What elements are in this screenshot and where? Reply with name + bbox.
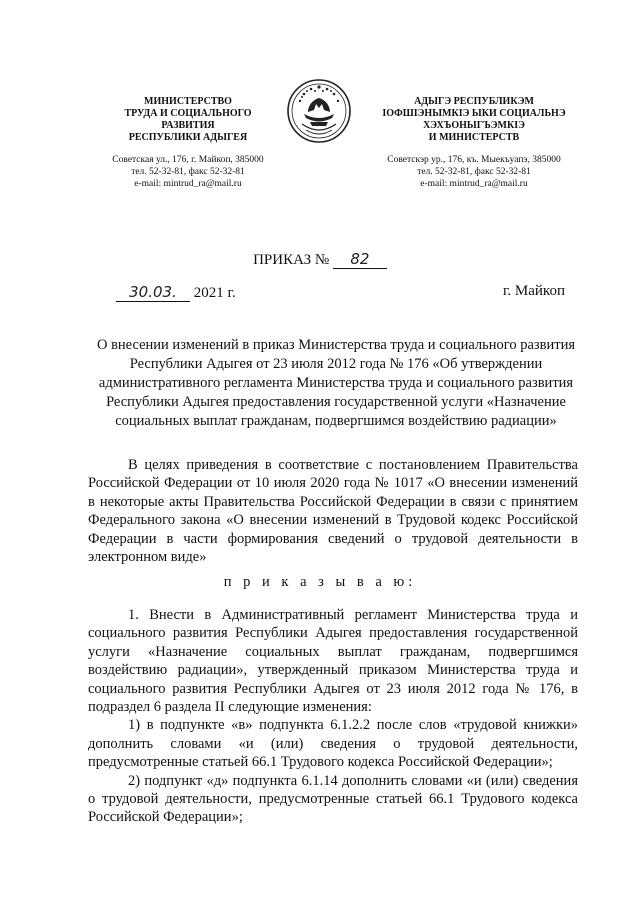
intro-paragraph: В целях приведения в соответствие с постановлением Правительства Российской Федерации от 10 июля 2020 года № 1017 «О внесении изменений в некоторые акты Правительства Российской Федерации в связи с принятием Федерального закона «О внесении изменений в Трудовой кодекс Российской Федерации в части формирования сведений о трудовой деятельности в электронном виде»	[88, 457, 578, 566]
order-subject: О внесении изменений в приказ Министерства труда и социального развития Республики Адыгея от 23 июля 2012 года № 176 «Об утверждении административного регламента Министерства труда и социального развития Республики Адыгея предоставления государственной услуги «Назначение социальных выплат гражданам, подвергшимся воздействию радиации»	[96, 337, 576, 429]
address-ru: Советская ул., 176, г. Майкоп, 385000	[112, 155, 264, 165]
email-ru: e-mail: mintrud_ra@mail.ru	[134, 179, 242, 189]
order-year: 2021 г.	[193, 285, 236, 301]
order-word: п р и к а з ы в а ю:	[223, 574, 417, 590]
order-title	[0, 250, 640, 269]
contacts-ru	[96, 154, 280, 190]
order-date	[116, 283, 236, 302]
email-ady: e-mail: mintrud_ra@mail.ru	[420, 179, 528, 189]
order-city: г. Майкоп	[502, 283, 565, 299]
header-right	[374, 96, 574, 190]
order-item: 1) в подпункте «в» подпункта 6.1.2.2 после слов «трудовой книжки» дополнить словами «и (или) сведения о трудовой деятельности, предусмотренные статьей 66.1 Трудового кодекса Российской Федерации»;	[88, 717, 578, 771]
order-item: 2) подпункт «д» подпункта 6.1.14 дополнить словами «и (или) сведения о трудовой деятельности, предусмотренные статьей 66.1 Трудового кодекса Российской Федерации»;	[88, 772, 578, 826]
coat-of-arms-icon	[286, 78, 352, 144]
header-left	[96, 96, 280, 190]
order-item: 1. Внести в Административный регламент Министерства труда и социального развития Республики Адыгея предоставления государственной услуги «Назначение социальных выплат гражданам, подвергшимся воздействию радиации», утвержденный приказом Министерства труда и социального развития Республики Адыгея от 23 июля 2012 года № 176, в подраздел 6 раздела II следующие изменения:	[88, 607, 578, 716]
phone-ru: тел. 52-32-81, факс 52-32-81	[131, 167, 245, 177]
org-name-ady: АДЫГЭ РЕСПУБЛИКЭМ ІОФШІЭНЫМКІЭ ЫКИ СОЦИАЛЬНЭ ХЭХЪОНЫГЪЭМКІЭ И МИНИСТЕРСТВ	[382, 96, 566, 143]
org-name-ru: МИНИСТЕРСТВО ТРУДА И СОЦИАЛЬНОГО РАЗВИТИЯ РЕСПУБЛИКИ АДЫГЕЯ	[124, 96, 252, 143]
order-title-label: ПРИКАЗ №	[253, 252, 330, 268]
phone-ady: тел. 52-32-81, факс 52-32-81	[417, 167, 531, 177]
address-ady: Советскэр ур., 176, къ. Мыекъуапэ, 385000	[387, 155, 561, 165]
order-items	[88, 606, 578, 827]
order-date-handwritten: 30.03.	[116, 283, 190, 302]
order-number: 82	[333, 250, 387, 269]
contacts-ady	[374, 154, 574, 190]
